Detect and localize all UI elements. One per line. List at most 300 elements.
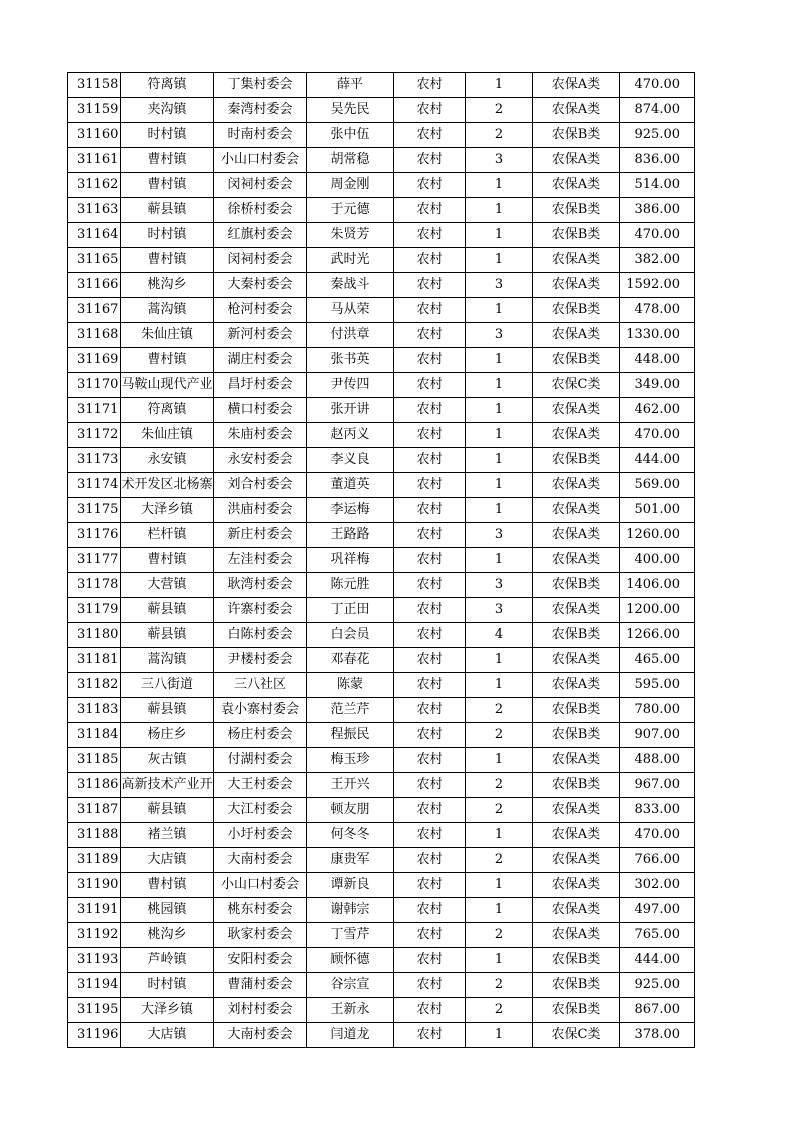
table-row: [68, 448, 695, 473]
village-committee-cell: 三八社区: [214, 673, 307, 698]
record-id-cell: 31188: [68, 823, 121, 848]
insurance-class-cell: 农保A类: [533, 73, 620, 98]
town-cell: 芦岭镇: [121, 948, 214, 973]
household-type-cell: 农村: [394, 898, 466, 923]
person-name-cell: 谷宗宣: [307, 973, 394, 998]
household-size-cell: 3: [466, 323, 533, 348]
record-id-cell: 31172: [68, 423, 121, 448]
record-id-cell: 31171: [68, 398, 121, 423]
table-row: [68, 98, 695, 123]
table-row: [68, 498, 695, 523]
insurance-class-cell: 农保B类: [533, 698, 620, 723]
insurance-class-cell: 农保A类: [533, 173, 620, 198]
table-row: [68, 548, 695, 573]
person-name-cell: 武时光: [307, 248, 394, 273]
record-id-cell: 31173: [68, 448, 121, 473]
person-name-cell: 张中伍: [307, 123, 394, 148]
household-type-cell: 农村: [394, 273, 466, 298]
household-type-cell: 农村: [394, 248, 466, 273]
table-row: [68, 748, 695, 773]
insurance-class-cell: 农保B类: [533, 623, 620, 648]
person-name-cell: 程振民: [307, 723, 394, 748]
table-row: [68, 573, 695, 598]
town-cell: 曹村镇: [121, 348, 214, 373]
table-row: [68, 998, 695, 1023]
table-row: [68, 948, 695, 973]
household-size-cell: 1: [466, 948, 533, 973]
household-size-cell: 2: [466, 723, 533, 748]
village-committee-cell: 刘村村委会: [214, 998, 307, 1023]
amount-cell: 780.00: [620, 698, 695, 723]
household-type-cell: 农村: [394, 123, 466, 148]
village-committee-cell: 新庄村委会: [214, 523, 307, 548]
town-cell: 蕲县镇: [121, 798, 214, 823]
record-id-cell: 31167: [68, 298, 121, 323]
table-row: [68, 723, 695, 748]
town-cell: 时村镇: [121, 973, 214, 998]
insurance-class-cell: 农保B类: [533, 448, 620, 473]
household-type-cell: 农村: [394, 773, 466, 798]
town-cell: 符离镇: [121, 73, 214, 98]
table-row: [68, 898, 695, 923]
amount-cell: 465.00: [620, 648, 695, 673]
household-size-cell: 1: [466, 448, 533, 473]
insurance-class-cell: 农保A类: [533, 798, 620, 823]
household-size-cell: 1: [466, 548, 533, 573]
town-cell: 桃沟乡: [121, 273, 214, 298]
person-name-cell: 丁正田: [307, 598, 394, 623]
record-id-cell: 31186: [68, 773, 121, 798]
town-cell: 夹沟镇: [121, 98, 214, 123]
household-size-cell: 1: [466, 73, 533, 98]
household-type-cell: 农村: [394, 948, 466, 973]
table-row: [68, 1023, 695, 1048]
person-name-cell: 范兰芹: [307, 698, 394, 723]
table-row: [68, 973, 695, 998]
village-committee-cell: 杨庄村委会: [214, 723, 307, 748]
person-name-cell: 周金刚: [307, 173, 394, 198]
household-size-cell: 1: [466, 198, 533, 223]
record-id-cell: 31189: [68, 848, 121, 873]
record-id-cell: 31185: [68, 748, 121, 773]
household-size-cell: 1: [466, 373, 533, 398]
insurance-class-cell: 农保C类: [533, 1023, 620, 1048]
town-cell: 大泽乡镇: [121, 998, 214, 1023]
table-row: [68, 523, 695, 548]
household-size-cell: 3: [466, 273, 533, 298]
record-id-cell: 31176: [68, 523, 121, 548]
household-size-cell: 1: [466, 898, 533, 923]
record-id-cell: 31190: [68, 873, 121, 898]
amount-cell: 874.00: [620, 98, 695, 123]
table-row: [68, 123, 695, 148]
insurance-class-cell: 农保B类: [533, 723, 620, 748]
amount-cell: 386.00: [620, 198, 695, 223]
village-committee-cell: 大王村委会: [214, 773, 307, 798]
record-id-cell: 31180: [68, 623, 121, 648]
household-type-cell: 农村: [394, 648, 466, 673]
amount-cell: 1592.00: [620, 273, 695, 298]
town-cell: 大店镇: [121, 848, 214, 873]
person-name-cell: 张书英: [307, 348, 394, 373]
person-name-cell: 谭新良: [307, 873, 394, 898]
insurance-class-cell: 农保A类: [533, 923, 620, 948]
amount-cell: 448.00: [620, 348, 695, 373]
town-cell: 朱仙庄镇: [121, 323, 214, 348]
village-committee-cell: 新河村委会: [214, 323, 307, 348]
record-id-cell: 31187: [68, 798, 121, 823]
amount-cell: 765.00: [620, 923, 695, 948]
town-cell: 曹村镇: [121, 248, 214, 273]
household-type-cell: 农村: [394, 198, 466, 223]
household-type-cell: 农村: [394, 523, 466, 548]
record-id-cell: 31170: [68, 373, 121, 398]
household-size-cell: 1: [466, 873, 533, 898]
household-size-cell: 2: [466, 848, 533, 873]
town-cell: 蕲县镇: [121, 623, 214, 648]
household-type-cell: 农村: [394, 223, 466, 248]
village-committee-cell: 耿家村委会: [214, 923, 307, 948]
household-type-cell: 农村: [394, 98, 466, 123]
household-size-cell: 1: [466, 248, 533, 273]
record-id-cell: 31194: [68, 973, 121, 998]
records-table: [67, 72, 695, 1048]
household-size-cell: 2: [466, 123, 533, 148]
town-cell: 蕲县镇: [121, 698, 214, 723]
household-type-cell: 农村: [394, 498, 466, 523]
household-type-cell: 农村: [394, 473, 466, 498]
person-name-cell: 王开兴: [307, 773, 394, 798]
village-committee-cell: 徐桥村委会: [214, 198, 307, 223]
insurance-class-cell: 农保A类: [533, 148, 620, 173]
amount-cell: 470.00: [620, 823, 695, 848]
household-type-cell: 农村: [394, 873, 466, 898]
insurance-class-cell: 农保B类: [533, 198, 620, 223]
record-id-cell: 31191: [68, 898, 121, 923]
amount-cell: 462.00: [620, 398, 695, 423]
town-cell: 杨庄乡: [121, 723, 214, 748]
insurance-class-cell: 农保B类: [533, 573, 620, 598]
town-cell: 蒿沟镇: [121, 298, 214, 323]
table-row: [68, 298, 695, 323]
amount-cell: 470.00: [620, 73, 695, 98]
town-cell: 曹村镇: [121, 548, 214, 573]
record-id-cell: 31165: [68, 248, 121, 273]
household-type-cell: 农村: [394, 548, 466, 573]
household-size-cell: 2: [466, 98, 533, 123]
table-row: [68, 673, 695, 698]
amount-cell: 867.00: [620, 998, 695, 1023]
table-row: [68, 698, 695, 723]
household-type-cell: 农村: [394, 998, 466, 1023]
insurance-class-cell: 农保A类: [533, 423, 620, 448]
amount-cell: 470.00: [620, 223, 695, 248]
village-committee-cell: 左洼村委会: [214, 548, 307, 573]
table-row: [68, 773, 695, 798]
amount-cell: 378.00: [620, 1023, 695, 1048]
village-committee-cell: 闵祠村委会: [214, 248, 307, 273]
person-name-cell: 胡常稳: [307, 148, 394, 173]
amount-cell: 1406.00: [620, 573, 695, 598]
town-cell: 桃沟乡: [121, 923, 214, 948]
household-size-cell: 1: [466, 1023, 533, 1048]
amount-cell: 514.00: [620, 173, 695, 198]
table-row: [68, 623, 695, 648]
record-id-cell: 31166: [68, 273, 121, 298]
person-name-cell: 张开讲: [307, 398, 394, 423]
household-size-cell: 1: [466, 223, 533, 248]
person-name-cell: 王路路: [307, 523, 394, 548]
insurance-class-cell: 农保A类: [533, 98, 620, 123]
person-name-cell: 白会员: [307, 623, 394, 648]
household-type-cell: 农村: [394, 698, 466, 723]
village-committee-cell: 湖庄村委会: [214, 348, 307, 373]
insurance-class-cell: 农保C类: [533, 373, 620, 398]
amount-cell: 349.00: [620, 373, 695, 398]
table-row: [68, 148, 695, 173]
household-type-cell: 农村: [394, 923, 466, 948]
table-row: [68, 273, 695, 298]
town-cell: 褚兰镇: [121, 823, 214, 848]
household-type-cell: 农村: [394, 1023, 466, 1048]
town-cell: 曹村镇: [121, 148, 214, 173]
village-committee-cell: 大南村委会: [214, 1023, 307, 1048]
household-type-cell: 农村: [394, 373, 466, 398]
town-cell: 大营镇: [121, 573, 214, 598]
village-committee-cell: 昌圩村委会: [214, 373, 307, 398]
table-row: [68, 223, 695, 248]
insurance-class-cell: 农保A类: [533, 648, 620, 673]
amount-cell: 967.00: [620, 773, 695, 798]
household-size-cell: 1: [466, 673, 533, 698]
household-size-cell: 2: [466, 773, 533, 798]
household-type-cell: 农村: [394, 798, 466, 823]
person-name-cell: 秦战斗: [307, 273, 394, 298]
town-cell: 时村镇: [121, 223, 214, 248]
amount-cell: 478.00: [620, 298, 695, 323]
person-name-cell: 尹传四: [307, 373, 394, 398]
village-committee-cell: 横口村委会: [214, 398, 307, 423]
person-name-cell: 邓春花: [307, 648, 394, 673]
village-committee-cell: 朱庙村委会: [214, 423, 307, 448]
household-type-cell: 农村: [394, 448, 466, 473]
household-size-cell: 2: [466, 923, 533, 948]
insurance-class-cell: 农保A类: [533, 498, 620, 523]
amount-cell: 925.00: [620, 973, 695, 998]
village-committee-cell: 白陈村委会: [214, 623, 307, 648]
insurance-class-cell: 农保A类: [533, 323, 620, 348]
records-table-body: [68, 73, 695, 1048]
town-cell: 符离镇: [121, 398, 214, 423]
household-size-cell: 2: [466, 698, 533, 723]
insurance-class-cell: 农保A类: [533, 248, 620, 273]
record-id-cell: 31174: [68, 473, 121, 498]
household-size-cell: 3: [466, 523, 533, 548]
person-name-cell: 赵丙义: [307, 423, 394, 448]
village-committee-cell: 安阳村委会: [214, 948, 307, 973]
household-size-cell: 1: [466, 473, 533, 498]
household-size-cell: 1: [466, 498, 533, 523]
record-id-cell: 31179: [68, 598, 121, 623]
record-id-cell: 31178: [68, 573, 121, 598]
village-committee-cell: 袁小寨村委会: [214, 698, 307, 723]
amount-cell: 444.00: [620, 448, 695, 473]
person-name-cell: 吴先民: [307, 98, 394, 123]
insurance-class-cell: 农保A类: [533, 673, 620, 698]
amount-cell: 382.00: [620, 248, 695, 273]
table-row: [68, 423, 695, 448]
amount-cell: 488.00: [620, 748, 695, 773]
person-name-cell: 陈蒙: [307, 673, 394, 698]
person-name-cell: 顾怀德: [307, 948, 394, 973]
town-cell: 灰古镇: [121, 748, 214, 773]
person-name-cell: 于元德: [307, 198, 394, 223]
amount-cell: 595.00: [620, 673, 695, 698]
household-size-cell: 2: [466, 798, 533, 823]
amount-cell: 497.00: [620, 898, 695, 923]
household-type-cell: 农村: [394, 623, 466, 648]
table-row: [68, 648, 695, 673]
town-cell: 蕲县镇: [121, 198, 214, 223]
town-cell: 桃园镇: [121, 898, 214, 923]
household-size-cell: 1: [466, 423, 533, 448]
amount-cell: 833.00: [620, 798, 695, 823]
village-committee-cell: 小山口村委会: [214, 873, 307, 898]
person-name-cell: 陈元胜: [307, 573, 394, 598]
amount-cell: 925.00: [620, 123, 695, 148]
village-committee-cell: 秦湾村委会: [214, 98, 307, 123]
insurance-class-cell: 农保A类: [533, 898, 620, 923]
household-type-cell: 农村: [394, 673, 466, 698]
person-name-cell: 巩祥梅: [307, 548, 394, 573]
record-id-cell: 31175: [68, 498, 121, 523]
town-cell: 大店镇: [121, 1023, 214, 1048]
insurance-class-cell: 农保A类: [533, 873, 620, 898]
town-cell: 蒿沟镇: [121, 648, 214, 673]
village-committee-cell: 小山口村委会: [214, 148, 307, 173]
household-size-cell: 1: [466, 748, 533, 773]
household-size-cell: 4: [466, 623, 533, 648]
village-committee-cell: 枪河村委会: [214, 298, 307, 323]
insurance-class-cell: 农保B类: [533, 223, 620, 248]
person-name-cell: 顿友朋: [307, 798, 394, 823]
village-committee-cell: 时南村委会: [214, 123, 307, 148]
record-id-cell: 31164: [68, 223, 121, 248]
insurance-class-cell: 农保A类: [533, 273, 620, 298]
insurance-class-cell: 农保A类: [533, 748, 620, 773]
person-name-cell: 梅玉珍: [307, 748, 394, 773]
household-size-cell: 1: [466, 348, 533, 373]
amount-cell: 470.00: [620, 423, 695, 448]
amount-cell: 1330.00: [620, 323, 695, 348]
village-committee-cell: 小圩村委会: [214, 823, 307, 848]
village-committee-cell: 丁集村委会: [214, 73, 307, 98]
person-name-cell: 朱贤芳: [307, 223, 394, 248]
household-type-cell: 农村: [394, 398, 466, 423]
village-committee-cell: 曹蒲村委会: [214, 973, 307, 998]
record-id-cell: 31193: [68, 948, 121, 973]
household-size-cell: 1: [466, 823, 533, 848]
village-committee-cell: 红旗村委会: [214, 223, 307, 248]
amount-cell: 400.00: [620, 548, 695, 573]
village-committee-cell: 刘合村委会: [214, 473, 307, 498]
household-type-cell: 农村: [394, 148, 466, 173]
amount-cell: 1200.00: [620, 598, 695, 623]
record-id-cell: 31158: [68, 73, 121, 98]
amount-cell: 501.00: [620, 498, 695, 523]
insurance-class-cell: 农保A类: [533, 523, 620, 548]
village-committee-cell: 耿湾村委会: [214, 573, 307, 598]
table-row: [68, 923, 695, 948]
household-size-cell: 2: [466, 998, 533, 1023]
town-cell: 曹村镇: [121, 873, 214, 898]
record-id-cell: 31162: [68, 173, 121, 198]
household-type-cell: 农村: [394, 723, 466, 748]
insurance-class-cell: 农保A类: [533, 473, 620, 498]
town-cell: 术开发区北杨寨: [121, 473, 214, 498]
household-type-cell: 农村: [394, 748, 466, 773]
table-row: [68, 173, 695, 198]
town-cell: 蕲县镇: [121, 598, 214, 623]
town-cell: 高新技术产业开: [121, 773, 214, 798]
village-committee-cell: 大秦村委会: [214, 273, 307, 298]
person-name-cell: 薛平: [307, 73, 394, 98]
village-committee-cell: 闵祠村委会: [214, 173, 307, 198]
village-committee-cell: 大南村委会: [214, 848, 307, 873]
table-row: [68, 598, 695, 623]
household-size-cell: 3: [466, 598, 533, 623]
household-type-cell: 农村: [394, 298, 466, 323]
table-row: [68, 73, 695, 98]
insurance-class-cell: 农保A类: [533, 848, 620, 873]
insurance-class-cell: 农保B类: [533, 973, 620, 998]
person-name-cell: 何冬冬: [307, 823, 394, 848]
amount-cell: 907.00: [620, 723, 695, 748]
record-id-cell: 31169: [68, 348, 121, 373]
record-id-cell: 31196: [68, 1023, 121, 1048]
village-committee-cell: 洪庙村委会: [214, 498, 307, 523]
person-name-cell: 付洪章: [307, 323, 394, 348]
household-type-cell: 农村: [394, 348, 466, 373]
person-name-cell: 闫道龙: [307, 1023, 394, 1048]
town-cell: 栏杆镇: [121, 523, 214, 548]
insurance-class-cell: 农保A类: [533, 548, 620, 573]
insurance-class-cell: 农保A类: [533, 398, 620, 423]
amount-cell: 1266.00: [620, 623, 695, 648]
record-id-cell: 31195: [68, 998, 121, 1023]
record-id-cell: 31159: [68, 98, 121, 123]
town-cell: 大泽乡镇: [121, 498, 214, 523]
person-name-cell: 王新永: [307, 998, 394, 1023]
household-size-cell: 1: [466, 173, 533, 198]
household-type-cell: 农村: [394, 573, 466, 598]
insurance-class-cell: 农保B类: [533, 773, 620, 798]
table-row: [68, 323, 695, 348]
household-size-cell: 1: [466, 298, 533, 323]
village-committee-cell: 大江村委会: [214, 798, 307, 823]
person-name-cell: 董道英: [307, 473, 394, 498]
insurance-class-cell: 农保B类: [533, 948, 620, 973]
table-row: [68, 873, 695, 898]
village-committee-cell: 许寨村委会: [214, 598, 307, 623]
insurance-class-cell: 农保A类: [533, 823, 620, 848]
amount-cell: 302.00: [620, 873, 695, 898]
table-row: [68, 198, 695, 223]
household-type-cell: 农村: [394, 598, 466, 623]
record-id-cell: 31183: [68, 698, 121, 723]
table-row: [68, 473, 695, 498]
person-name-cell: 李义良: [307, 448, 394, 473]
